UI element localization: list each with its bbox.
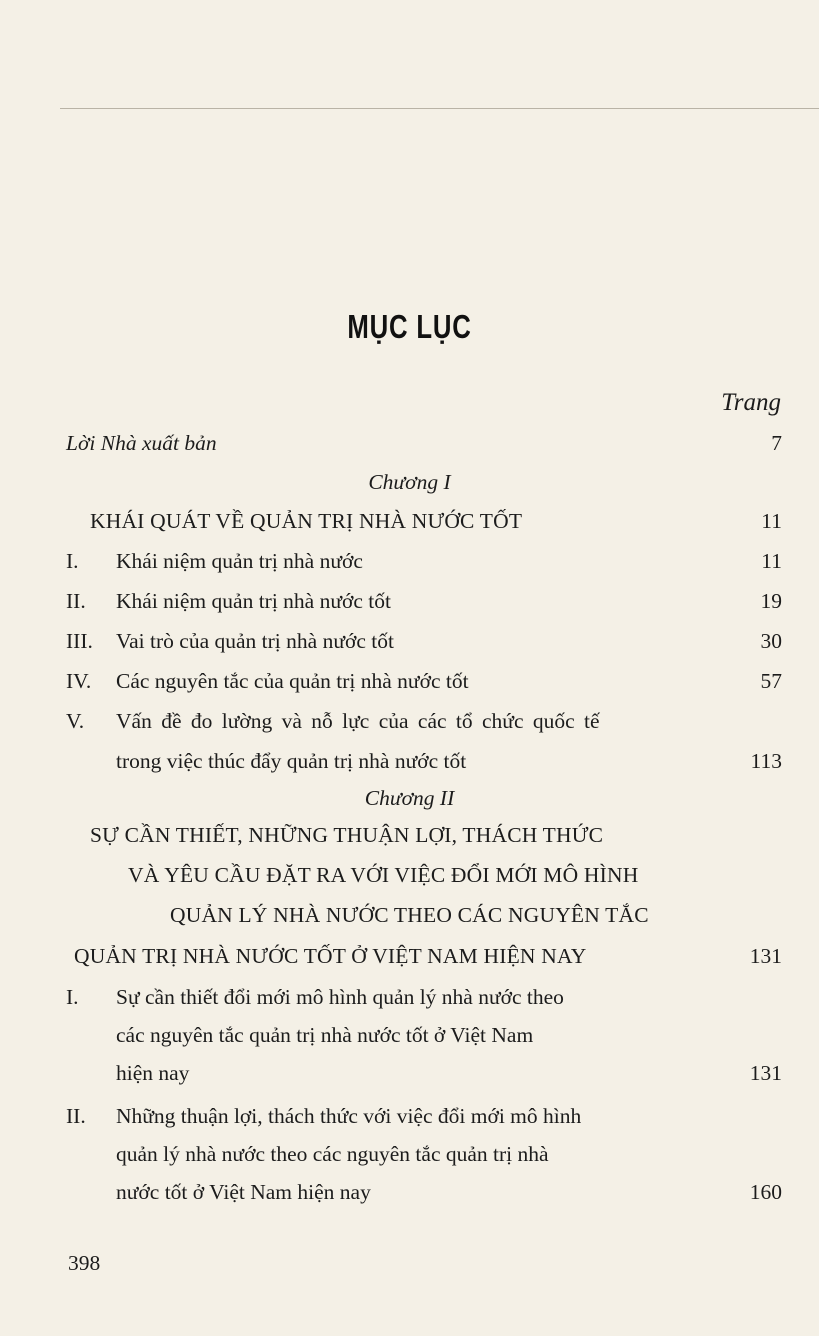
toc-entry-label: các nguyên tắc quản trị nhà nước tốt ở Việt Nam xyxy=(116,1023,534,1047)
chapter-1-label: Chương I xyxy=(368,470,451,494)
chapter-2-heading-line: VÀ YÊU CẦU ĐẶT RA VỚI VIỆC ĐỔI MỚI MÔ HÌNH xyxy=(128,863,639,887)
toc-entry-label: trong việc thúc đẩy quản trị nhà nước tốt xyxy=(116,749,467,773)
chapter-2-heading-line: QUẢN TRỊ NHÀ NƯỚC TỐT Ở VIỆT NAM HIỆN NAY xyxy=(74,944,587,968)
toc-entry-label: Khái niệm quản trị nhà nước xyxy=(116,549,363,573)
toc-entry-label: Khái niệm quản trị nhà nước tốt xyxy=(116,589,391,613)
toc-entry-label: Các nguyên tắc của quản trị nhà nước tốt xyxy=(116,669,469,693)
toc-page-number: 131 xyxy=(749,1061,782,1085)
toc-page-number: 7 xyxy=(771,431,782,455)
roman-numeral: III. xyxy=(66,629,93,653)
toc-page-number: 57 xyxy=(760,669,782,693)
toc-page-number: 131 xyxy=(749,944,782,968)
toc-entry-label: Sự cần thiết đổi mới mô hình quản lý nhà nước theo xyxy=(116,985,564,1009)
toc-entry-preface[interactable] xyxy=(66,428,782,458)
toc-page-number: 19 xyxy=(760,589,782,613)
page-number: 398 xyxy=(68,1251,101,1275)
chapter-1-heading: KHÁI QUÁT VỀ QUẢN TRỊ NHÀ NƯỚC TỐT xyxy=(90,509,523,533)
roman-numeral: I. xyxy=(66,549,79,573)
chapter-2-heading-line: SỰ CẦN THIẾT, NHỮNG THUẬN LỢI, THÁCH THỨC xyxy=(90,823,604,847)
toc-page-number: 30 xyxy=(760,629,782,653)
page-title: MỤC LỤC xyxy=(347,308,472,346)
toc-page-number: 11 xyxy=(761,549,782,573)
toc-entry-label: Lời Nhà xuất bản xyxy=(66,431,217,455)
roman-numeral: I. xyxy=(66,985,79,1009)
toc-entry-label: nước tốt ở Việt Nam hiện nay xyxy=(116,1180,371,1204)
roman-numeral: II. xyxy=(66,1104,86,1128)
roman-numeral: IV. xyxy=(66,669,92,693)
toc-page-number: 113 xyxy=(750,749,782,773)
toc-entry-label: Vai trò của quản trị nhà nước tốt xyxy=(116,629,394,653)
toc-page-number: 11 xyxy=(761,509,782,533)
toc-entry-label: Vấn đề đo lường và nỗ lực của các tổ chức quốc tế xyxy=(116,709,600,733)
toc-entry-label: Những thuận lợi, thách thức với việc đổi mới mô hình xyxy=(116,1104,582,1128)
toc-entry-label: quản lý nhà nước theo các nguyên tắc quản trị nhà xyxy=(116,1142,549,1166)
toc-entry-label: hiện nay xyxy=(116,1061,190,1085)
toc-page-number: 160 xyxy=(749,1180,782,1204)
roman-numeral: II. xyxy=(66,589,86,613)
bleed-through-rule xyxy=(60,108,819,109)
chapter-2-label: Chương II xyxy=(364,786,455,810)
chapter-2-heading-line: QUẢN LÝ NHÀ NƯỚC THEO CÁC NGUYÊN TẮC xyxy=(170,903,649,927)
page-column-label: Trang xyxy=(721,389,781,416)
roman-numeral: V. xyxy=(66,709,85,733)
